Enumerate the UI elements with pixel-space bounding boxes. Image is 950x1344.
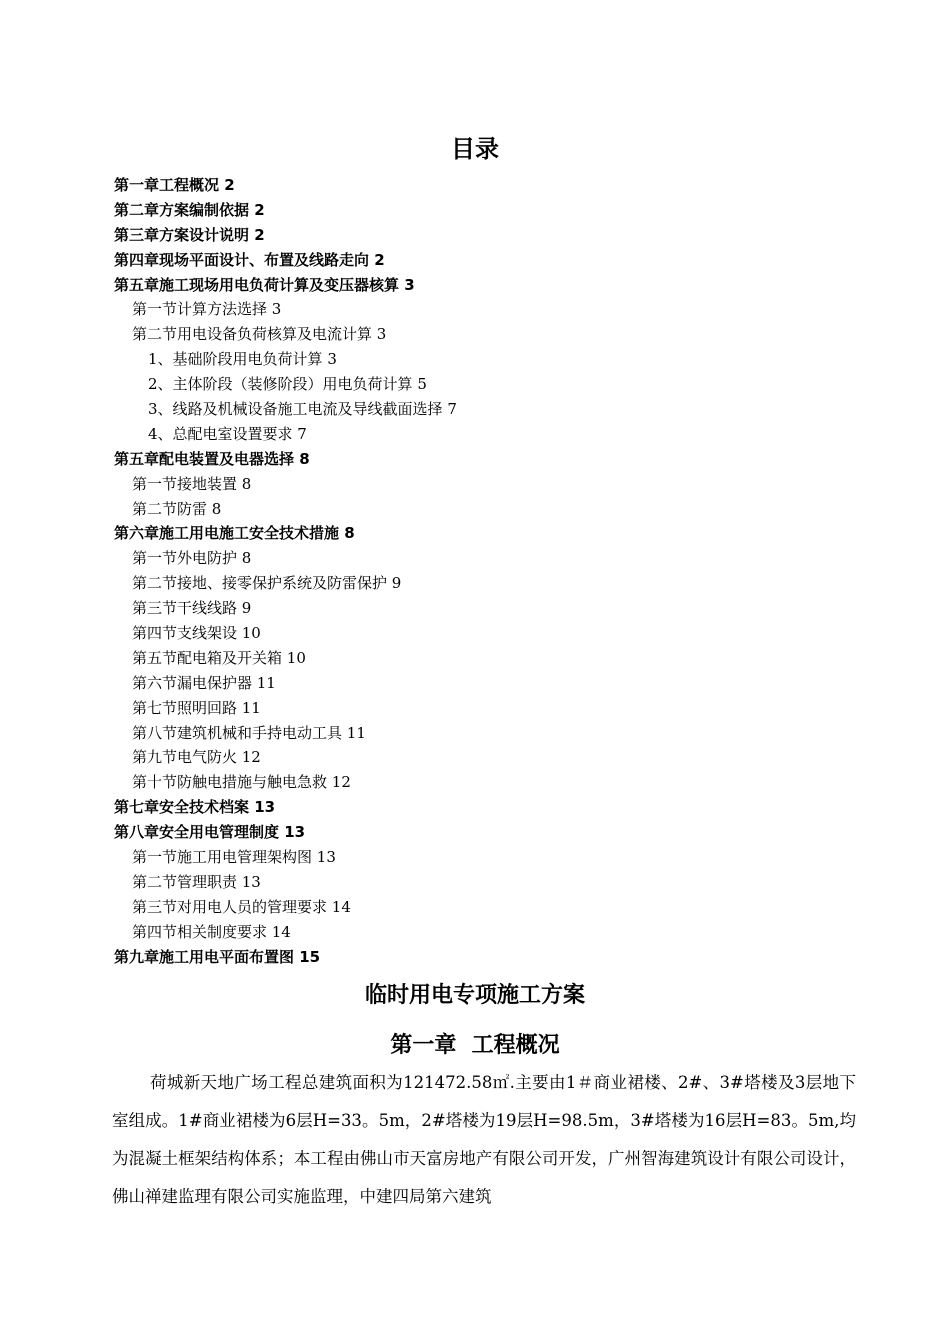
toc-entry-level-1[interactable]: 第二章方案编制依据 2 — [114, 200, 265, 219]
toc-entry-level-1[interactable]: 第四章现场平面设计、布置及线路走向 2 — [114, 250, 385, 269]
document-title: 临时用电专项施工方案 — [364, 983, 585, 1008]
toc-entry-level-3[interactable]: 4、总配电室设置要求 7 — [148, 424, 307, 443]
toc-entry-level-2[interactable]: 第五节配电箱及开关箱 10 — [132, 648, 306, 667]
toc-entry-level-1[interactable]: 第八章安全用电管理制度 13 — [114, 823, 306, 842]
toc-entry-level-2[interactable]: 第二节接地、接零保护系统及防雷保护 9 — [132, 574, 402, 593]
toc-entry-level-2[interactable]: 第二节管理职责 13 — [132, 872, 261, 891]
toc-entry-level-2[interactable]: 第八节建筑机械和手持电动工具 11 — [132, 723, 366, 742]
toc-entry-level-1[interactable]: 第三章方案设计说明 2 — [114, 225, 265, 244]
toc-entry-level-2[interactable]: 第一节计算方法选择 3 — [132, 300, 282, 319]
toc-entry-level-2[interactable]: 第四节支线架设 10 — [132, 624, 261, 643]
toc-entry-level-1[interactable]: 第九章施工用电平面布置图 15 — [114, 947, 321, 966]
toc-entry-level-3[interactable]: 3、线路及机械设备施工电流及导线截面选择 7 — [148, 400, 457, 419]
toc-entry-level-1[interactable]: 第五章施工现场用电负荷计算及变压器核算 3 — [114, 275, 415, 294]
toc-entry-level-1[interactable]: 第一章工程概况 2 — [114, 176, 235, 194]
table-of-contents — [114, 173, 874, 970]
toc-entry-level-1[interactable]: 第七章安全技术档案 13 — [114, 798, 276, 817]
toc-title: 目录 — [451, 135, 499, 163]
toc-entry-level-2[interactable]: 第十节防触电措施与触电急救 12 — [132, 773, 351, 792]
toc-entry-level-2[interactable]: 第四节相关制度要求 14 — [132, 922, 291, 941]
toc-entry-level-2[interactable]: 第三节对用电人员的管理要求 14 — [132, 897, 351, 916]
toc-entry-level-3[interactable]: 2、主体阶段（装修阶段）用电负荷计算 5 — [148, 375, 427, 394]
toc-entry-level-2[interactable]: 第二节用电设备负荷核算及电流计算 3 — [132, 325, 387, 344]
chapter-heading: 第一章 工程概况 — [390, 1033, 560, 1058]
toc-entry-level-1[interactable]: 第六章施工用电施工安全技术措施 8 — [114, 524, 355, 543]
toc-entry-level-1[interactable]: 第五章配电装置及电器选择 8 — [114, 449, 310, 468]
toc-entry-level-3[interactable]: 1、基础阶段用电负荷计算 3 — [148, 350, 337, 369]
toc-entry-level-2[interactable]: 第九节电气防火 12 — [132, 748, 261, 767]
toc-entry-level-2[interactable]: 第六节漏电保护器 11 — [132, 673, 276, 692]
toc-entry-level-2[interactable]: 第一节外电防护 8 — [132, 549, 252, 568]
toc-entry-level-2[interactable]: 第三节干线线路 9 — [132, 599, 252, 618]
body-paragraph: 荷城新天地广场工程总建筑面积为121472.58㎡.主要由1＃商业裙楼、2#、3#塔楼及3层地下室组成。1#商业裙楼为6层H=33。5m，2#塔楼为19层H=98.5m，3#塔楼为16层H=83。5m,均为混凝土框架结构体系；本工程由佛山市天富房地产有限公司开发，广州智海建筑设计有限公司设计，佛山禅建监理有限公司实施监理，中建四局第六建筑 — [112, 1073, 856, 1206]
toc-entry-level-2[interactable]: 第二节防雷 8 — [132, 499, 222, 518]
toc-entry-level-2[interactable]: 第一节施工用电管理架构图 13 — [132, 848, 336, 867]
toc-entry-level-2[interactable]: 第七节照明回路 11 — [132, 698, 261, 717]
toc-entry-level-2[interactable]: 第一节接地装置 8 — [132, 474, 252, 493]
